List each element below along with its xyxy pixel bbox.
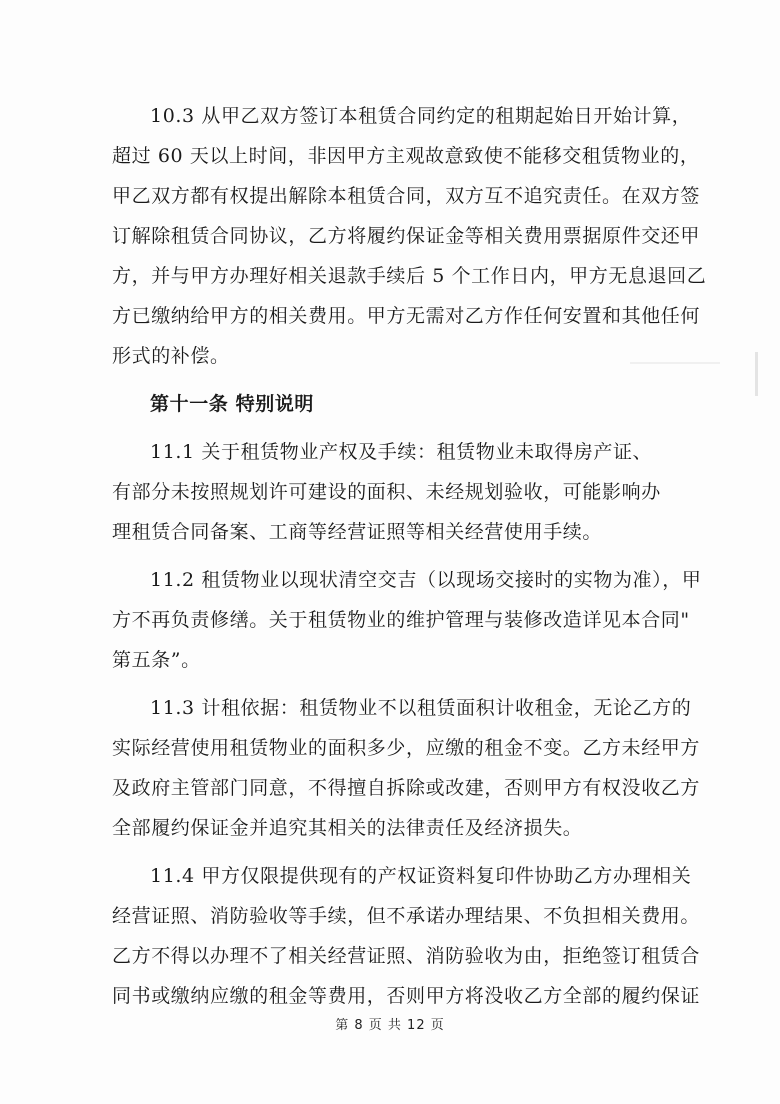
- text-line: 形式的补偿。: [112, 345, 230, 367]
- text-line: 第五条”。: [112, 649, 201, 671]
- text-line: 理租赁合同备案、工商等经营证照等相关经营使用手续。: [112, 521, 603, 543]
- text-line: 全部履约保证金并追究其相关的法律责任及经济损失。: [112, 817, 583, 839]
- section-heading: 第十一条 特别说明: [150, 393, 315, 415]
- text-line: 方不再负责修缮。关于租赁物业的维护管理与装修改造详见本合同": [112, 609, 690, 631]
- text-line: 10.3 从甲乙双方签订本租赁合同约定的租期起始日开始计算，: [150, 105, 692, 127]
- text-line: 实际经营使用租赁物业的面积多少，应缴的租金不变。乙方未经甲方: [112, 737, 701, 759]
- text-line: 11.3 计租依据：租赁物业不以租赁面积计收租金，无论乙方的: [150, 697, 692, 719]
- document-body: [112, 96, 707, 1016]
- text-line: 超过 60 天以上时间，非因甲方主观故意致使不能移交租赁物业的，: [112, 145, 700, 167]
- text-line: 经营证照、消防验收等手续，但不承诺办理结果、不负担相关费用。: [112, 905, 701, 927]
- paragraph-11-3: [112, 688, 701, 848]
- page-number: 第 8 页 共 12 页: [335, 1018, 445, 1033]
- text-line: 11.4 甲方仅限提供现有的产权证资料复印件协助乙方办理相关: [150, 865, 692, 887]
- paragraph-10-3: [112, 96, 707, 376]
- text-line: 甲乙双方都有权提出解除本租赁合同，双方互不追究责任。在双方签: [112, 185, 701, 207]
- text-line: 订解除租赁合同协议，乙方将履约保证金等相关费用票据原件交还甲: [112, 225, 701, 247]
- text-line: 11.1 关于租赁物业产权及手续：租赁物业未取得房产证、: [150, 441, 653, 463]
- scan-artifact: [755, 352, 758, 396]
- text-line: 及政府主管部门同意，不得擅自拆除或改建，否则甲方有权没收乙方: [112, 777, 701, 799]
- text-line: 方已缴纳给甲方的相关费用。甲方无需对乙方作任何安置和其他任何: [112, 305, 701, 327]
- text-line: 11.2 租赁物业以现状清空交吉（以现场交接时的实物为准），甲: [150, 569, 702, 591]
- text-line: 乙方不得以办理不了相关经营证照、消防验收为由，拒绝签订租赁合: [112, 945, 701, 967]
- paragraph-11-2: [112, 560, 702, 680]
- paragraph-11-1: [112, 432, 660, 552]
- text-line: 方，并与甲方办理好相关退款手续后 5 个工作日内，甲方无息退回乙: [112, 265, 707, 287]
- text-line: 有部分未按照规划许可建设的面积、未经规划验收，可能影响办: [112, 481, 661, 503]
- paragraph-11-4: [112, 856, 701, 1016]
- text-line: 同书或缴纳应缴的租金等费用，否则甲方将没收乙方全部的履约保证: [112, 985, 701, 1007]
